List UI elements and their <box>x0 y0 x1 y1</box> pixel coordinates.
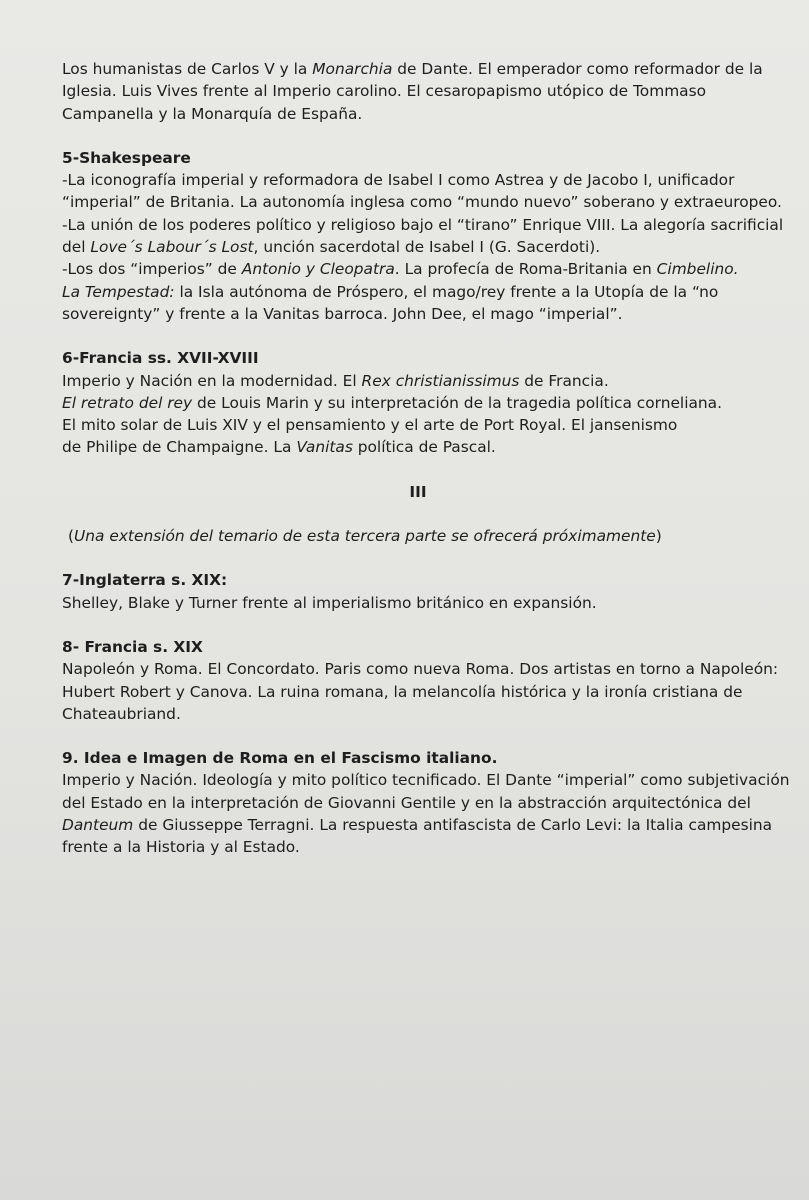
spacer <box>62 547 774 569</box>
section-5-line-5-italic-1: Antonio y Cleopatra <box>241 260 395 279</box>
section-5-line-5 <box>62 258 774 280</box>
section-7-heading: 7-Inglaterra s. XIX: <box>62 571 228 590</box>
section-5-line-4-a: del <box>62 238 91 257</box>
section-5-line-7: sovereignty” y frente a la Vanitas barroca. John Dee, el mago “imperial”. <box>62 304 623 323</box>
section-5-line-1: -La iconografía imperial y reformadora de Isabel I como Astrea y de Jacobo I, unificador <box>62 171 735 190</box>
part-3-note-open: ( <box>68 527 75 546</box>
spacer <box>62 503 774 525</box>
section-6-line-1 <box>62 370 774 392</box>
section-8-line-1: Napoleón y Roma. El Concordato. Paris como nueva Roma. Dos artistas en torno a Napoleón: <box>62 660 779 679</box>
section-8-line-3: Chateaubriand. <box>62 704 181 723</box>
part-3-numeral: III <box>409 482 427 501</box>
part-3-note-close: ) <box>655 527 662 546</box>
section-5-line-4 <box>62 236 774 258</box>
section-7-paragraph <box>62 592 774 614</box>
intro-line-2: Iglesia. Luis Vives frente al Imperio carolino. El cesaropapismo utópico de Tommaso <box>62 82 707 101</box>
section-8-paragraph <box>62 658 779 725</box>
intro-line-1-italic: Monarchia <box>312 60 393 78</box>
section-5-paragraph <box>62 169 784 325</box>
part-3-note <box>62 525 774 547</box>
section-9-line-3-b: de Giusseppe Terragni. La respuesta antifascista de Carlo Levi: la Italia campesina <box>133 816 773 835</box>
section-6-line-4-c: política de Pascal. <box>352 438 496 457</box>
section-6-line-1-a: Imperio y Nación en la modernidad. El <box>62 371 362 390</box>
spacer <box>62 614 774 636</box>
section-6-line-2 <box>62 392 774 414</box>
section-6-line-1-italic: Rex christianissimus <box>361 371 520 390</box>
section-8-heading: 8- Francia s. XIX <box>62 637 203 656</box>
section-9-line-1: Imperio y Nación. Ideología y mito político tecnificado. El Dante “imperial” como subjetivación <box>62 771 790 790</box>
section-9-line-3 <box>62 814 774 836</box>
intro-line-1 <box>62 58 774 80</box>
section-6-heading: 6-Francia ss. XVII-XVIII <box>62 349 259 368</box>
section-6-paragraph <box>62 370 774 459</box>
section-9-line-3-italic: Danteum <box>62 816 134 835</box>
section-6-line-2-italic: El retrato del rey <box>62 393 193 412</box>
section-7-line-1: Shelley, Blake y Turner frente al imperialismo británico en expansión. <box>62 593 597 612</box>
section-9-line-2: del Estado en la interpretación de Giovanni Gentile y en la abstracción arquitectónica del <box>62 793 751 812</box>
document-body <box>62 58 790 859</box>
section-6-line-4 <box>62 436 774 458</box>
section-6-line-3: El mito solar de Luis XIV y el pensamiento y el arte de Port Royal. El jansenismo <box>62 416 678 435</box>
section-5-line-4-italic: Love´s Labour´s Lost <box>90 238 254 257</box>
section-5-heading: 5-Shakespeare <box>62 148 191 167</box>
spacer <box>62 125 774 147</box>
section-5-line-6-italic: La Tempestad: <box>62 282 175 301</box>
section-6-line-4-a: de Philipe de Champaigne. La <box>62 438 297 457</box>
section-9-paragraph <box>62 769 790 858</box>
section-5-line-5-c: . La profecía de Roma-Britania en <box>394 260 657 279</box>
intro-line-1-c: de Dante. El emperador como reformador de la <box>392 60 763 78</box>
section-5-line-2: “imperial” de Britania. La autonomía inglesa como “mundo nuevo” soberano y extraeuropeo. <box>62 193 782 212</box>
section-5-line-4-c: , unción sacerdotal de Isabel I (G. Sacerdoti). <box>253 238 601 257</box>
section-6-line-2-b: de Louis Marin y su interpretación de la tragedia política corneliana. <box>192 393 722 412</box>
section-8-line-2: Hubert Robert y Canova. La ruina romana, la melancolía histórica y la ironía cristiana de <box>62 682 743 701</box>
spacer <box>62 325 774 347</box>
section-9-line-4: frente a la Historia y al Estado. <box>62 838 300 857</box>
section-9-heading: 9. Idea e Imagen de Roma en el Fascismo italiano. <box>62 749 498 768</box>
section-6-line-1-c: de Francia. <box>519 371 609 390</box>
spacer <box>62 459 774 481</box>
intro-line-1-a: Los humanistas de Carlos V y la <box>62 60 313 78</box>
intro-paragraph <box>62 58 774 125</box>
section-5-line-5-a: -Los dos “imperios” de <box>62 260 242 279</box>
intro-line-3: Campanella y la Monarquía de España. <box>62 104 363 123</box>
section-5-line-6 <box>62 281 774 303</box>
section-5-line-6-b: la Isla autónoma de Próspero, el mago/rey frente a la Utopía de la “no <box>174 282 719 301</box>
section-6-line-4-italic: Vanitas <box>296 438 353 457</box>
part-3-note-text: Una extensión del temario de esta tercera parte se ofrecerá próximamente <box>74 527 656 546</box>
section-5-line-3: -La unión de los poderes político y religioso bajo el “tirano” Enrique VIII. La alegoría sacrificial <box>62 215 784 234</box>
section-5-line-5-italic-2: Cimbelino. <box>656 260 739 279</box>
spacer <box>62 725 774 747</box>
